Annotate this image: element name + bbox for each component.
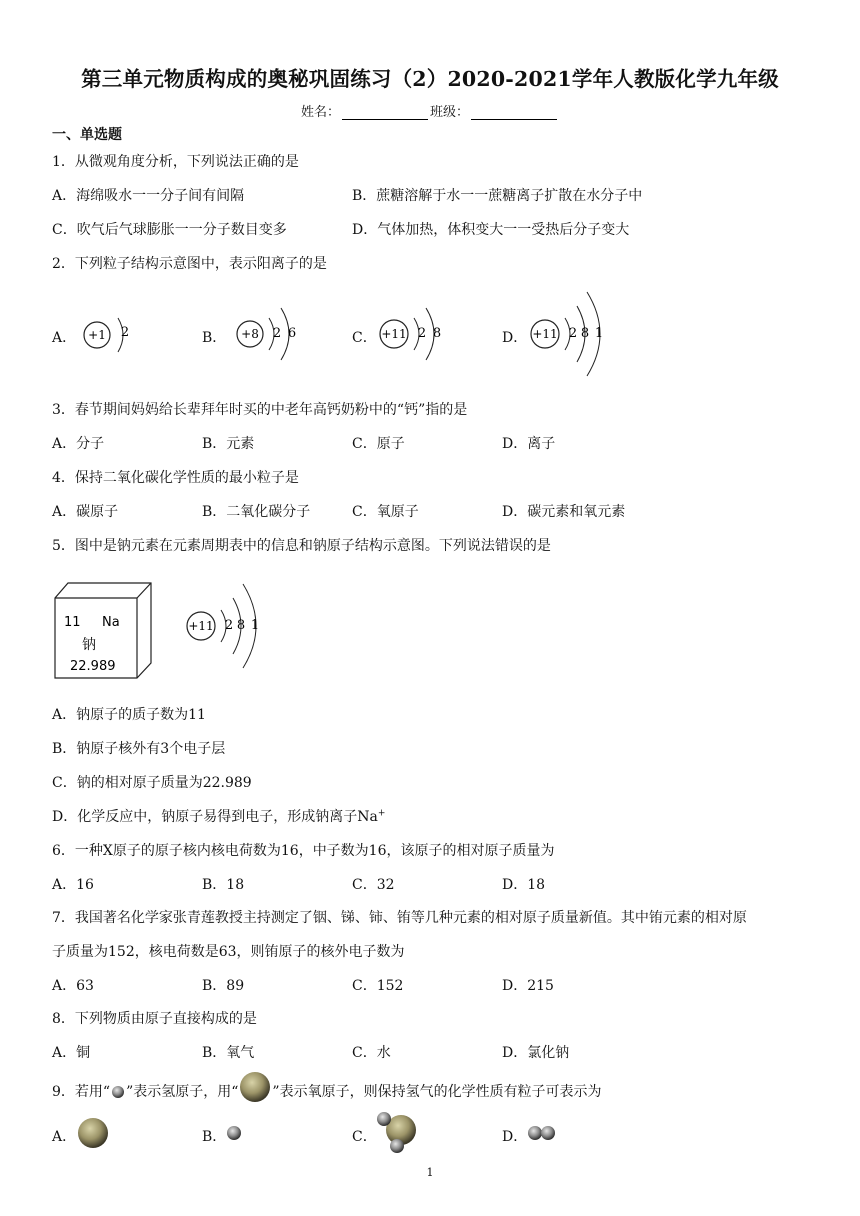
question-4-stem: 4．保持二氧化碳化学性质的最小粒子是 (52, 470, 299, 486)
question-9-stem-b: ”表示氢原子，用“ (126, 1084, 239, 1100)
question-7-option-a: A．63 (52, 978, 94, 994)
element-symbol: Na (102, 615, 120, 630)
question-9-option-b: B． (202, 1129, 227, 1145)
question-4-option-b: B．二氧化碳分子 (202, 504, 311, 520)
question-5-stem: 5．图中是钠元素在元素周期表中的信息和钠原子结构示意图。下列说法错误的是 (52, 538, 551, 554)
atom-diagram-d (529, 284, 619, 384)
class-label: 班级： (430, 105, 470, 120)
option-d-text: D．化学反应中，钠原子易得到电子，形成钠离子Na (52, 809, 378, 825)
sodium-atom-diagram (185, 576, 275, 676)
shell-electron-count: 2 (568, 326, 578, 341)
question-5-option-d (52, 806, 385, 826)
water-molecule-icon (375, 1108, 421, 1156)
question-9-option-a: A． (52, 1129, 77, 1145)
shell-electron-count: 1 (250, 618, 260, 633)
shell-electron-count: 1 (594, 326, 604, 341)
section-heading: 一、单选题 (52, 127, 122, 143)
question-4-option-a: A．碳原子 (52, 504, 119, 520)
question-5-option-c: C．钠的相对原子质量为22.989 (52, 775, 252, 791)
shell-electron-count: 8 (236, 618, 246, 633)
question-8-stem: 8．下列物质由原子直接构成的是 (52, 1011, 257, 1027)
question-3-option-b: B．元素 (202, 436, 255, 452)
question-8-option-c: C．水 (352, 1045, 391, 1061)
oxygen-atom-icon (76, 1116, 110, 1150)
shell-electron-count: 2 (224, 618, 234, 633)
ion-charge: + (377, 808, 386, 819)
name-blank[interactable] (342, 107, 428, 120)
name-label: 姓名： (300, 105, 340, 120)
nucleus-charge: +8 (241, 327, 259, 341)
question-8-option-a: A．铜 (52, 1045, 91, 1061)
question-2-option-d: D． (502, 330, 528, 346)
question-8-option-d: D．氯化钠 (502, 1045, 570, 1061)
question-9-option-c: C． (352, 1129, 377, 1145)
question-3-option-d: D．离子 (502, 436, 556, 452)
question-8-option-b: B．氧气 (202, 1045, 255, 1061)
name-class-line (0, 101, 860, 120)
question-6-option-c: C．32 (352, 877, 395, 893)
nucleus-charge: +11 (381, 327, 407, 341)
oxygen-atom-icon (238, 1070, 272, 1104)
question-2-option-c: C． (352, 330, 377, 346)
question-9-stem (52, 1080, 602, 1104)
question-7-stem: 7．我国著名化学家张青莲教授主持测定了铟、锑、铈、铕等几种元素的相对原子质量新值。其中铕元素的相对原 (52, 910, 747, 926)
shell-electron-count: 8 (580, 326, 590, 341)
atom-diagram-b (235, 296, 315, 372)
class-blank[interactable] (471, 107, 557, 120)
question-7-option-b: B．89 (202, 978, 245, 994)
question-3-option-c: C．原子 (352, 436, 405, 452)
question-5-option-a: A．钠原子的质子数为11 (52, 707, 206, 723)
question-2-option-a: A． (52, 330, 77, 346)
question-1-option-b: B．蔗糖溶解于水一一蔗糖离子扩散在水分子中 (352, 188, 643, 204)
question-6-option-b: B．18 (202, 877, 245, 893)
document-title: 第三单元物质构成的奥秘巩固练习（2）2020-2021学年人教版化学九年级 (81, 67, 779, 91)
element-name: 钠 (82, 637, 96, 653)
question-3-option-a: A．分子 (52, 436, 105, 452)
question-1-option-a: A．海绵吸水一一分子间有间隔 (52, 188, 245, 204)
shell-electron-count: 6 (287, 326, 297, 341)
question-9-stem-c: ”表示氧原子，则保持氢气的化学性质有粒子可表示为 (272, 1084, 602, 1100)
question-7-option-c: C．152 (352, 978, 404, 994)
page-number: 1 (426, 1166, 434, 1179)
question-6-option-d: D．18 (502, 877, 546, 893)
hydrogen-atom-icon (225, 1124, 243, 1142)
question-1-option-c: C．吹气后气球膨胀一一分子数目变多 (52, 222, 287, 238)
question-6-stem: 6．一种X原子的原子核内核电荷数为16，中子数为16，该原子的相对原子质量为 (52, 843, 555, 859)
hydrogen-molecule-icon (526, 1124, 558, 1142)
question-9-option-d: D． (502, 1129, 528, 1145)
question-4-option-d: D．碳元素和氧元素 (502, 504, 626, 520)
hydrogen-atom-icon (110, 1085, 126, 1099)
question-9-stem-a: 9．若用“ (52, 1084, 111, 1100)
nucleus-charge: +11 (188, 619, 214, 633)
atom-diagram-a (82, 300, 142, 370)
question-4-option-c: C．氧原子 (352, 504, 419, 520)
question-2-option-b: B． (202, 330, 227, 346)
atomic-mass: 22.989 (70, 659, 116, 674)
nucleus-charge: +11 (532, 327, 558, 341)
shell-electron-count: 2 (417, 326, 427, 341)
question-5-option-b: B．钠原子核外有3个电子层 (52, 741, 226, 757)
shell-electron-count: 2 (120, 325, 130, 340)
question-7-stem-cont: 子质量为152，核电荷数是63，则铕原子的核外电子数为 (52, 944, 405, 960)
question-3-stem: 3．春节期间妈妈给长辈拜年时买的中老年高钙奶粉中的“钙”指的是 (52, 402, 468, 418)
question-1-stem: 1．从微观角度分析，下列说法正确的是 (52, 154, 299, 170)
question-2-stem: 2．下列粒子结构示意图中，表示阳离子的是 (52, 256, 327, 272)
question-6-option-a: A．16 (52, 877, 94, 893)
question-1-option-d: D．气体加热，体积变大一一受热后分子变大 (352, 222, 630, 238)
question-7-option-d: D．215 (502, 978, 554, 994)
shell-electron-count: 2 (272, 326, 282, 341)
shell-electron-count: 8 (432, 326, 442, 341)
nucleus-charge: +1 (88, 328, 106, 342)
atom-diagram-c (378, 296, 458, 372)
atomic-number: 11 (64, 615, 81, 630)
periodic-table-cell (54, 582, 154, 682)
